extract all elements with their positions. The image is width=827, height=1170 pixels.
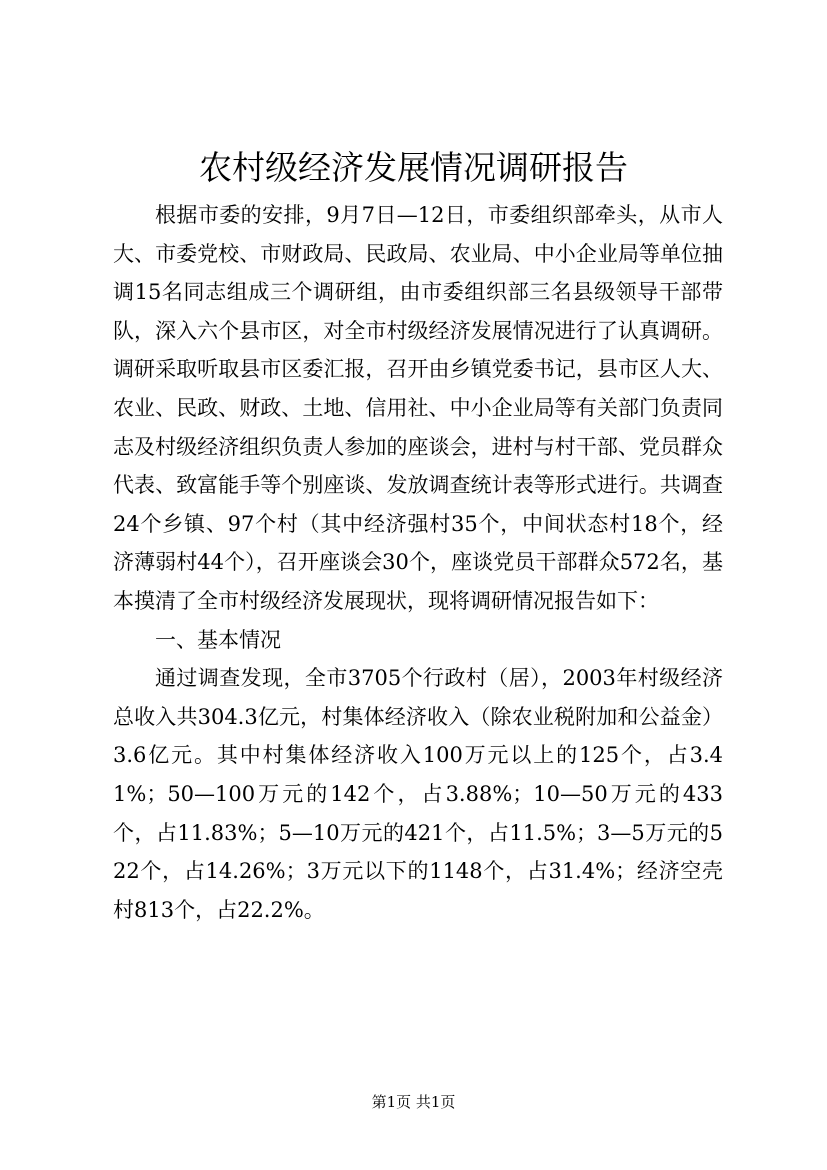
section-heading-basic-situation: 一、基本情况 <box>155 627 281 652</box>
intro-paragraph: 根据市委的安排，9月7日—12日，市委组织部牵头，从市人大、市委党校、市财政局、民政局、农业局、中小企业局等单位抽调15名同志组成三个调研组，由市委组织部三名县级领导干部带队，深入六个县市区，对全市村级经济发展情况进行了认真调研。调研采取听取县市区委汇报，召开由乡镇党委书记，县市区人大、农业、民政、财政、土地、信用社、中小企业局等有关部门负责同志及村级经济组织负责人参加的座谈会，进村与村干部、党员群众代表、致富能手等个别座谈、发放调查统计表等形式进行。共调查24个乡镇、97个村（其中经济强村35个，中间状态村18个，经济薄弱村44个），召开座谈会30个，座谈党员干部群众572名，基本摸清了全市村级经济发展现状，现将调研情况报告如下： <box>113 203 723 613</box>
page-number-footer: 第1页 共1页 <box>371 1093 456 1111</box>
document-title: 农村级经济发展情况调研报告 <box>199 148 628 187</box>
basic-situation-paragraph: 通过调查发现，全市3705个行政村（居），2003年村级经济总收入共304.3亿元，村集体经济收入（除农业税附加和公益金）3.6亿元。其中村集体经济收入100万元以上的125个，占3.41%；50—100万元的142个，占3.88%；10—50万元的433个，占11.83%；5—10万元的421个，占11.5%；3—5万元的522个，占14.26%；3万元以下的1148个，占31.4%；经济空壳村813个，占22.2%。 <box>113 666 723 922</box>
document-body <box>113 196 723 929</box>
